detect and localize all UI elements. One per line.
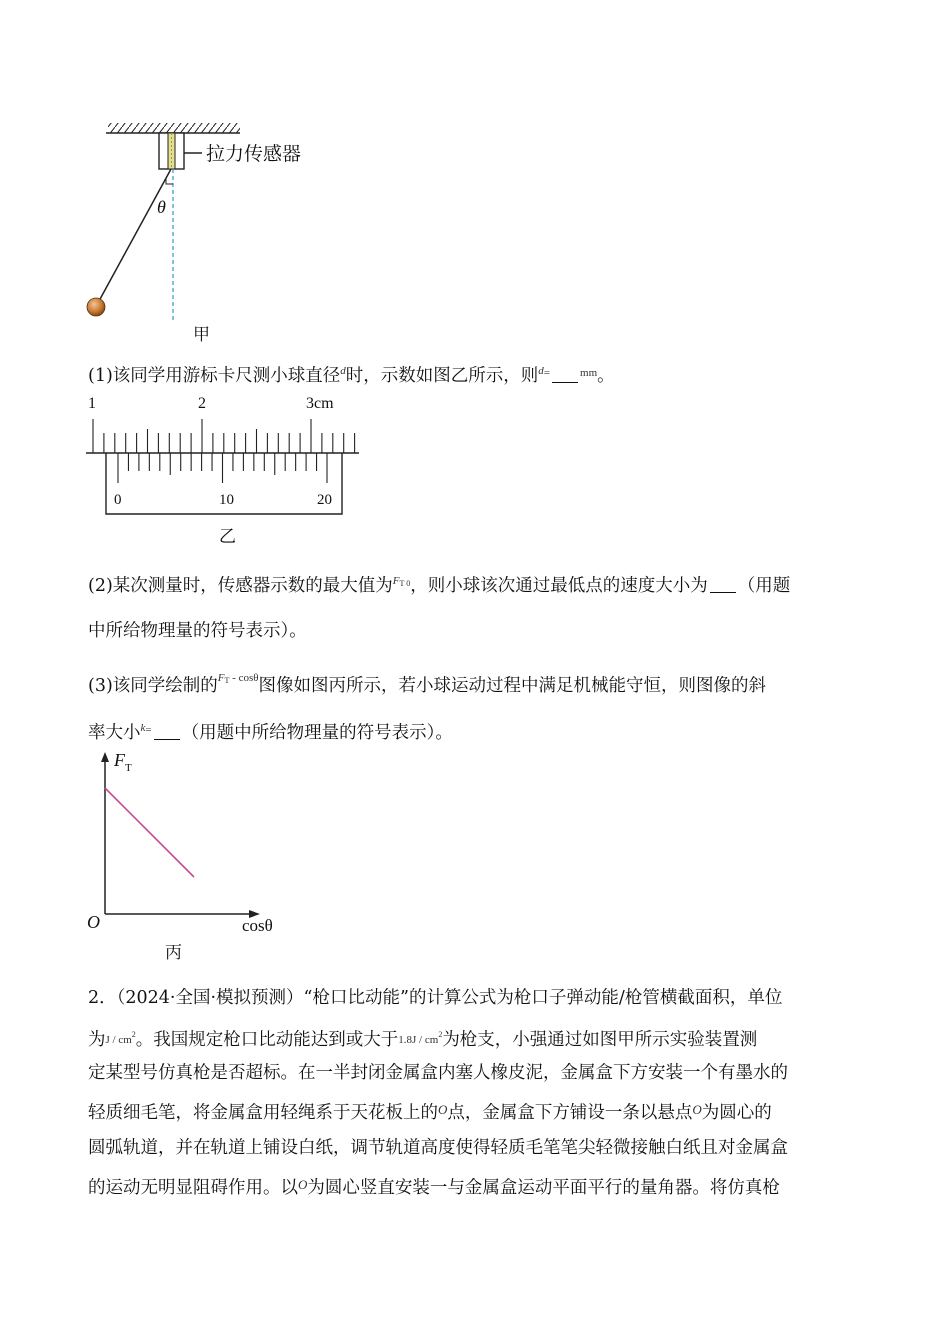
- main-scale-label: 2: [198, 395, 206, 412]
- y-axis-arrow: [101, 752, 109, 762]
- pendulum-figure: [80, 118, 340, 350]
- ball: [87, 298, 105, 316]
- figure-yi-caption: 乙: [219, 527, 236, 547]
- problem-2-line-6: 的运动无明显阻碍作用。以$^O$为圆心竖直安装一与金属盒运动平面平行的量角器。将仿真枪: [88, 1177, 780, 1198]
- vernier-scale-ticks: [118, 453, 327, 483]
- x-axis-label: cosθ: [242, 916, 273, 935]
- main-scale-ticks: [93, 419, 355, 453]
- main-scale-label: 3cm: [306, 395, 334, 412]
- tension-sensor: [159, 133, 202, 169]
- problem-2-line-3: 定某型号仿真枪是否超标。在一半封闭金属盒内塞人橡皮泥，金属盒下方安装一个有墨水的: [88, 1063, 788, 1083]
- main-scale-label: 1: [88, 395, 96, 412]
- question-2-line-1: (2)某次测量时，传感器示数的最大值为$^{F_{T 0}}$，则小球该次通过最低点的速度大小为 （用题: [88, 575, 791, 596]
- answer-blank-2[interactable]: [710, 576, 736, 593]
- answer-blank-1[interactable]: [552, 366, 578, 383]
- vernier-scale-label: 10: [219, 492, 234, 508]
- pendulum-string: [99, 169, 171, 301]
- question-3-line-2: 率大小$^{k=}$ （用题中所给物理量的符号表示）。: [88, 722, 453, 743]
- ft-cos-graph: [80, 748, 290, 938]
- vernier-scale-label: 0: [114, 492, 122, 508]
- vernier-caliper-figure: [80, 388, 370, 518]
- question-1: (1)该同学用游标卡尺测小球直径$^d$时，示数如图乙所示，则$^{d=}$ $^{mm}$。: [88, 365, 615, 386]
- problem-2-line-4: 轻质细毛笔，将金属盒用轻绳系于天花板上的$^O$点，金属盒下方铺设一条以悬点$^O$为圆心的: [88, 1102, 772, 1123]
- question-2-line-2: 中所给物理量的符号表示）。: [88, 621, 307, 641]
- sensor-label: 拉力传感器: [206, 143, 302, 165]
- figure-bing-caption: 丙: [165, 943, 182, 963]
- problem-2-line-2: 为J / $cm^2$。我国规定枪口比动能达到或大于$1.8J / cm^2$为枪支，小强通过如图甲所示实验装置测: [88, 1030, 758, 1050]
- question-3-line-1: (3)该同学绘制的$^{F_T - cos\theta}$图像如图丙所示，若小球运动过程中满足机械能守恒，则图像的斜: [88, 672, 767, 696]
- angle-marker: [166, 179, 173, 184]
- figure-jia-caption: 甲: [193, 325, 210, 345]
- ceiling: [106, 123, 240, 133]
- vernier-scale-label: 20: [317, 492, 332, 508]
- origin-label: O: [87, 912, 100, 932]
- vernier-scale-labels: [114, 492, 332, 508]
- main-scale-labels: [88, 395, 334, 412]
- problem-2-line-1: 2．（2024·全国·模拟预测）“枪口比动能”的计算公式为枪口子弹动能/枪管横截面积，单位: [88, 988, 783, 1008]
- angle-symbol: θ: [157, 197, 166, 217]
- problem-2-line-5: 圆弧轨道，并在轨道上铺设白纸，调节轨道高度使得轻质毛笔笔尖轻微接触白纸且对金属盒: [88, 1138, 788, 1158]
- graph-line: [105, 788, 194, 877]
- answer-blank-3[interactable]: [154, 723, 180, 740]
- y-axis-label: $F_T$: [114, 750, 132, 774]
